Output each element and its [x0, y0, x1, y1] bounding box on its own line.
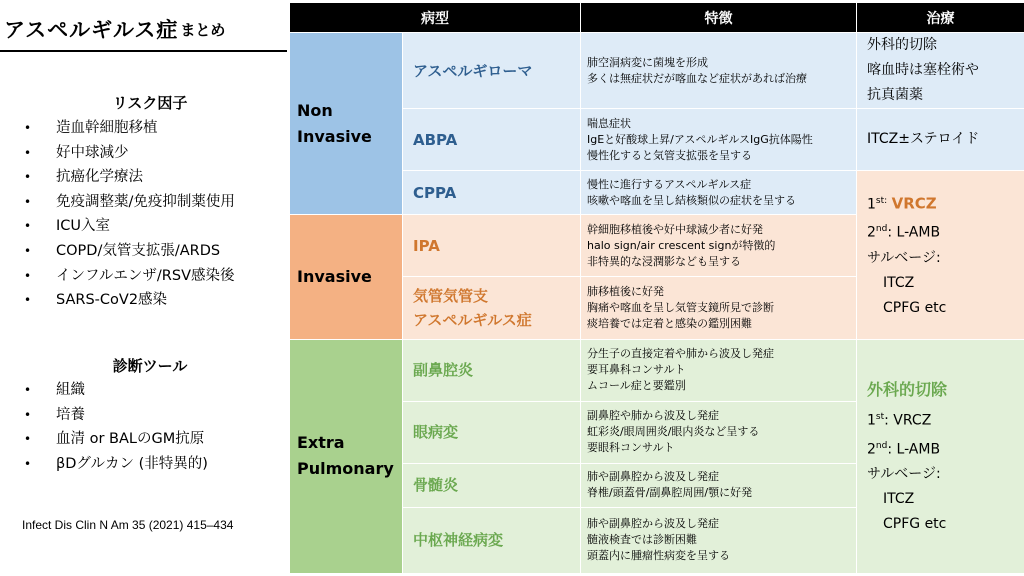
list-item: • 血清 or BALのGM抗原	[24, 427, 208, 452]
feature-line: ムコール症と要鑑別	[587, 379, 686, 393]
type-name: 副鼻腔炎	[403, 339, 581, 401]
feature-line: 髄液検査では診断困難	[587, 533, 697, 547]
ordinal-suffix: nd	[875, 440, 888, 451]
features-cell	[581, 463, 857, 507]
feature-line: 頭蓋内に腫瘤性病変を呈する	[587, 549, 730, 563]
treatment-first-line	[867, 405, 1024, 434]
list-item: • 組織	[24, 378, 208, 403]
title-underline	[0, 50, 287, 52]
page-title	[4, 8, 286, 50]
features-cell	[581, 507, 857, 573]
surgery-label: 外科的切除	[867, 380, 948, 400]
feature-line: 肺や副鼻腔から波及し発症	[587, 470, 719, 484]
treatment-second-line	[867, 217, 1024, 246]
type-name-line: 気管気管支	[413, 286, 489, 305]
type-name: ABPA	[403, 109, 581, 171]
salvage-label: サルベージ:	[867, 250, 941, 267]
feature-line: 分生子の直接定着や肺から波及し発症	[587, 347, 774, 361]
type-name-line: アスペルギルス症	[413, 310, 532, 329]
type-name: 骨髄炎	[403, 463, 581, 507]
features-cell	[581, 339, 857, 401]
table-row	[290, 339, 1024, 401]
feature-line: 要耳鼻科コンサルト	[587, 363, 686, 377]
feature-line: 肺移植後に好発	[587, 284, 664, 298]
treatment-line: 喀血時は塞栓術や	[867, 62, 979, 79]
treatment-first-line	[867, 189, 1024, 218]
feature-line: IgEと好酸球上昇/アスペルギルスIgG抗体陽性	[587, 132, 813, 146]
treatment-cell: ITCZ±ステロイド	[857, 109, 1024, 171]
features-cell	[581, 401, 857, 463]
feature-line: 多くは無症状だが喀血など症状があれば治療	[587, 71, 807, 85]
first-line-drug: : VRCZ	[884, 412, 932, 429]
feature-line: 肺空洞病変に菌塊を形成	[587, 55, 708, 69]
category-label-line: Pulmonary	[297, 459, 394, 479]
diagnostic-tools-heading: 診断ツール	[112, 357, 188, 375]
treatment-cell-extra	[857, 339, 1024, 573]
features-cell	[581, 171, 857, 215]
header-treatment: 治療	[857, 3, 1024, 33]
list-item: • 造血幹細胞移植	[24, 116, 235, 141]
treatment-cell-invasive	[857, 171, 1024, 339]
list-item: • インフルエンザ/RSV感染後	[24, 264, 235, 289]
feature-line: 脊椎/頭蓋骨/副鼻腔周囲/顎に好発	[587, 486, 753, 500]
title-main: アスペルギルス症	[4, 18, 179, 42]
table-row	[290, 33, 1024, 109]
ordinal-suffix: nd	[875, 224, 888, 235]
features-cell	[581, 109, 857, 171]
salvage-item: CPFG etc	[883, 516, 947, 533]
treatment-cell	[857, 33, 1024, 109]
type-name	[403, 277, 581, 339]
feature-line: 副鼻腔や肺から波及し発症	[587, 409, 719, 423]
feature-line: 咳嗽や喀血を呈し結核類似の症状を呈する	[587, 193, 796, 207]
feature-line: 要眼科コンサルト	[587, 441, 675, 455]
feature-line: 肺や副鼻腔から波及し発症	[587, 517, 719, 531]
list-item: • ICU入室	[24, 214, 235, 239]
treatment-line: 抗真菌薬	[867, 87, 923, 104]
list-item: • 好中球減少	[24, 141, 235, 166]
header-type: 病型	[290, 3, 581, 33]
diagnostic-tools-list	[24, 378, 208, 476]
feature-line: 慢性に進行するアスペルギルス症	[587, 177, 752, 191]
list-item: • βDグルカン (非特異的)	[24, 452, 208, 477]
list-item: • 抗癌化学療法	[24, 165, 235, 190]
category-extra-pulmonary	[290, 339, 403, 573]
feature-line: halo sign/air crescent signが特徴的	[587, 238, 776, 252]
title-sub: まとめ	[180, 20, 226, 39]
category-invasive: Invasive	[290, 215, 403, 339]
category-label-line: Invasive	[297, 126, 372, 146]
feature-line: 慢性化すると気管支拡張を呈する	[587, 148, 752, 162]
type-name: 眼病変	[403, 401, 581, 463]
features-cell	[581, 33, 857, 109]
risk-factors-heading: リスク因子	[112, 94, 188, 112]
features-cell	[581, 215, 857, 277]
second-line-drug: : L-AMB	[887, 225, 941, 242]
features-cell	[581, 277, 857, 339]
list-item: • 免疫調整薬/免疫抑制薬使用	[24, 190, 235, 215]
ordinal: 1	[867, 412, 876, 429]
ordinal-suffix: st	[875, 412, 885, 423]
ordinal-suffix: st:	[875, 195, 888, 206]
citation: Infect Dis Clin N Am 35 (2021) 415–434	[22, 518, 234, 532]
ordinal: 2	[867, 225, 876, 242]
ordinal: 2	[867, 441, 876, 458]
category-label-line: Non	[297, 100, 333, 120]
ordinal: 1	[867, 196, 876, 213]
type-name: IPA	[403, 215, 581, 277]
first-line-drug: VRCZ	[891, 194, 937, 213]
list-item: • COPD/気管支拡張/ARDS	[24, 239, 235, 264]
salvage-item: ITCZ	[883, 491, 915, 508]
category-label-line: Extra	[297, 433, 345, 453]
table-header-row	[290, 3, 1024, 33]
type-name: CPPA	[403, 171, 581, 215]
feature-line: 喘息症状	[587, 116, 631, 130]
treatment-line: 外科的切除	[867, 37, 937, 54]
aspergillosis-table	[289, 2, 1024, 574]
feature-line: 痰培養では定着と感染の鑑別困難	[587, 316, 752, 330]
second-line-drug: : L-AMB	[887, 441, 941, 458]
type-name: アスペルギローマ	[403, 33, 581, 109]
header-features: 特徴	[581, 3, 857, 33]
list-item: • 培養	[24, 403, 208, 428]
salvage-item: ITCZ	[883, 275, 915, 292]
list-item: • SARS-CoV2感染	[24, 288, 235, 313]
treatment-second-line	[867, 434, 1024, 463]
feature-line: 胸痛や喀血を呈し気管支鏡所見で診断	[587, 300, 774, 314]
feature-line: 幹細胞移植後や好中球減少者に好発	[587, 222, 763, 236]
feature-line: 虹彩炎/眼周囲炎/眼内炎など呈する	[587, 425, 760, 439]
salvage-label: サルベージ:	[867, 466, 941, 483]
salvage-item: CPFG etc	[883, 300, 947, 317]
risk-factors-list	[24, 116, 235, 313]
category-non-invasive	[290, 33, 403, 215]
type-name: 中枢神経病変	[403, 507, 581, 573]
feature-line: 非特異的な浸潤影なども呈する	[587, 254, 741, 268]
